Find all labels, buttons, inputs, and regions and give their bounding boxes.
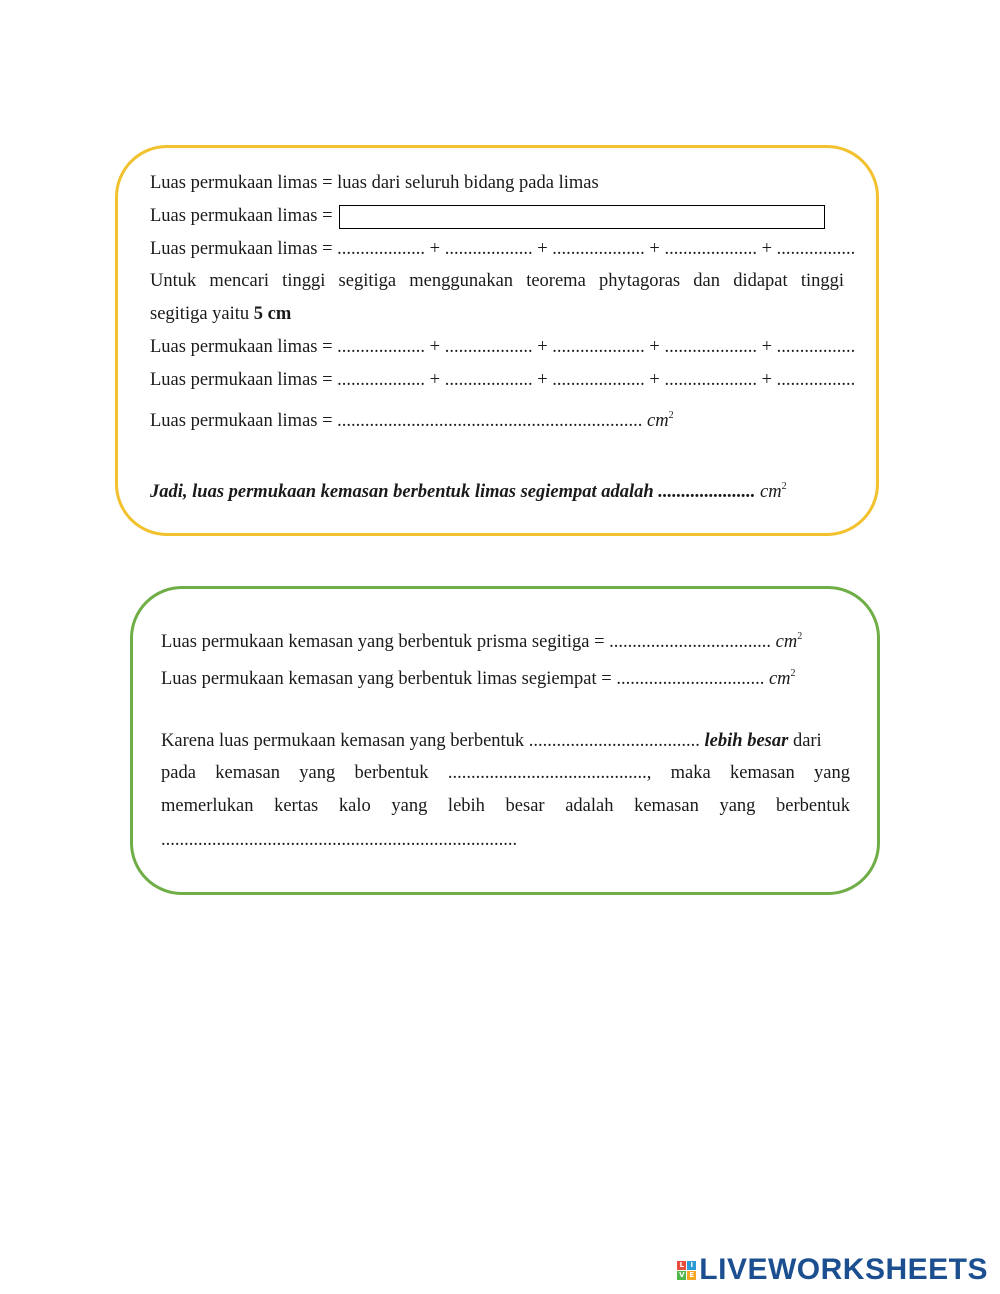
- s2-para-line-3: memerlukan kertas kalo yang lebih besar adalah kemasan yang berbentuk: [161, 796, 850, 816]
- s1-conclusion[interactable]: [150, 475, 844, 504]
- s1-line-5: [150, 302, 844, 326]
- logo-icon: L I V E: [677, 1261, 696, 1280]
- pyramid-area-text: Luas permukaan kemasan yang berbentuk limas segiempat = ................................: [161, 669, 765, 689]
- conclusion-text: Jadi, luas permukaan kemasan berbentuk limas segiempat adalah .....................: [150, 482, 756, 502]
- unit-cm2: $cm^2$: [775, 631, 803, 652]
- unit-cm2: $cm^2$: [768, 668, 796, 689]
- s1-line-4: Untuk mencari tinggi segitiga menggunakan teorema phytagoras dan didapat tinggi: [150, 271, 844, 291]
- s1-line-5-text: segitiga yaitu: [150, 304, 254, 324]
- unit-cm2: $cm^2$: [647, 410, 674, 431]
- s1-line-8-text: Luas permukaan limas = ..................................................................: [150, 411, 643, 431]
- s1-line-2: [150, 204, 844, 229]
- prism-area-text: Luas permukaan kemasan yang berbentuk prisma segitiga = ...................................: [161, 632, 772, 652]
- para-text-a: Karena luas permukaan kemasan yang berbentuk .....................................: [161, 731, 700, 751]
- s2-para-line-2[interactable]: pada kemasan yang berbentuk ..........................................., maka kemasan yang: [161, 763, 850, 783]
- s2-line-2[interactable]: [161, 662, 850, 691]
- s1-line-6[interactable]: Luas permukaan limas = ................... + ................... + .................... + .................... + .................: [150, 337, 856, 357]
- para-text-c: dari: [792, 731, 822, 751]
- liveworksheets-logo: [677, 1254, 988, 1286]
- unit-cm2: $cm^2$: [760, 481, 787, 502]
- s1-line-3[interactable]: Luas permukaan limas = ................... + ................... + .................... + .................... + .................: [150, 239, 856, 259]
- s1-line-7[interactable]: Luas permukaan limas = ................... + ................... + .................... + .................... + .................: [150, 370, 856, 390]
- s2-line-1[interactable]: [161, 625, 850, 654]
- s2-para-line-4[interactable]: .............................................................................: [161, 830, 518, 850]
- para-emphasis: lebih besar: [704, 731, 789, 751]
- logo-text: LIVEWORKSHEETS: [699, 1253, 988, 1286]
- height-value: 5 cm: [253, 304, 292, 324]
- s1-line-8[interactable]: [150, 404, 844, 433]
- s1-line-1: Luas permukaan limas = luas dari seluruh bidang pada limas: [150, 173, 599, 193]
- s1-line-2-label: Luas permukaan limas =: [150, 206, 333, 226]
- answer-box[interactable]: [339, 205, 825, 229]
- s2-para-line-1[interactable]: [161, 729, 850, 753]
